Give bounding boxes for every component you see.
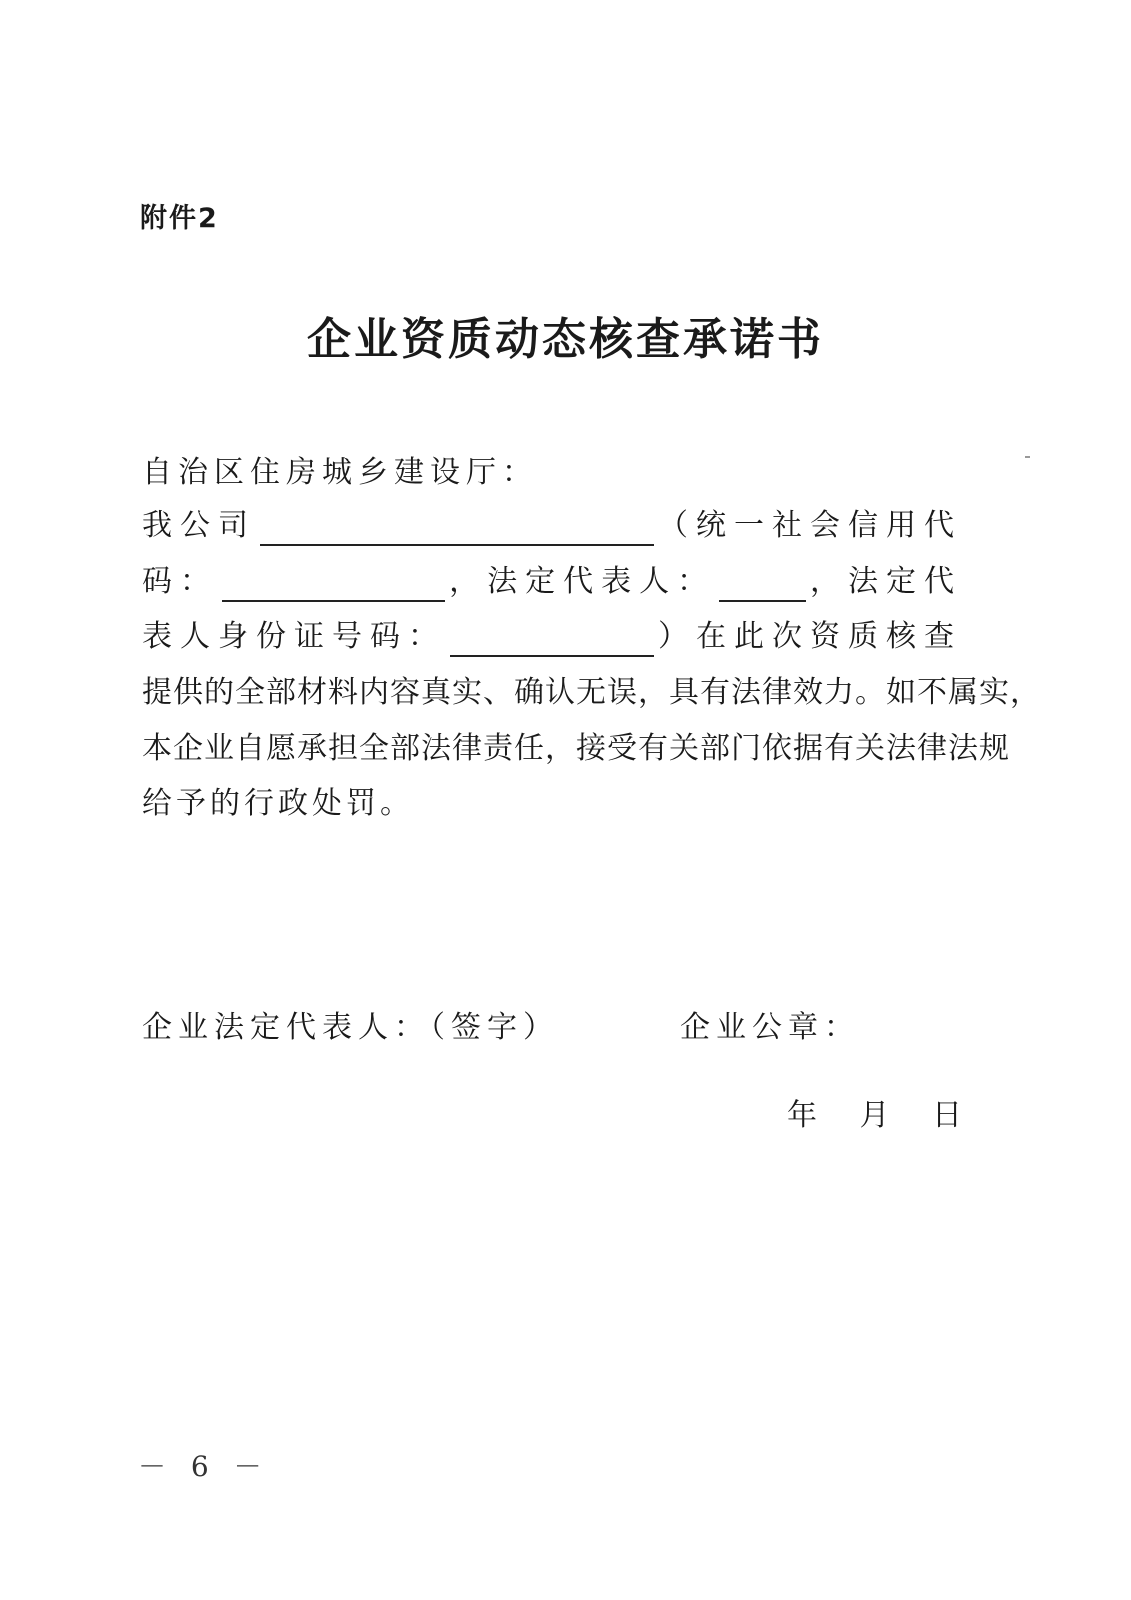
date-month: 月 (859, 1098, 890, 1133)
legal-rep-blank[interactable] (719, 570, 806, 602)
company-seal-label: 企业公章： (680, 1010, 860, 1045)
body-line-2 (142, 562, 962, 602)
representative-signature-label: 企业法定代表人：（签字） (142, 1010, 559, 1045)
id-number-label: 表人身份证号码： (142, 619, 446, 654)
body-line-3 (142, 617, 962, 657)
credit-code-blank[interactable] (222, 570, 445, 602)
company-label: 我公司 (142, 508, 256, 543)
code-label: 码： (142, 564, 218, 599)
body-line-4: 提供的全部材料内容真实、确认无误，具有法律效力。如不属实， (142, 675, 1041, 710)
page-number: － 6 － (138, 1450, 270, 1483)
date-day: 日 (932, 1098, 962, 1133)
document-title: 企业资质动态核查承诺书 (307, 314, 824, 365)
company-name-blank[interactable] (260, 514, 654, 546)
salutation: 自治区住房城乡建设厅： (142, 455, 538, 490)
scan-speck (1025, 456, 1030, 458)
body-line-6: 给予的行政处罚。 (142, 786, 414, 821)
verification-label: ）在此次资质核查 (658, 619, 962, 654)
legal-rep-cont-label: ，法定代 (810, 564, 962, 599)
body-line-5: 本企业自愿承担全部法律责任，接受有关部门依据有关法律法规 (142, 731, 1010, 766)
date-line (787, 1090, 962, 1134)
credit-code-label: （统一社会信用代 (658, 508, 962, 543)
date-year: 年 (787, 1098, 817, 1133)
legal-rep-label: ，法定代表人： (449, 564, 716, 599)
body-line-1 (142, 506, 962, 546)
attachment-label: 附件2 (140, 203, 219, 234)
id-number-blank[interactable] (450, 625, 654, 657)
